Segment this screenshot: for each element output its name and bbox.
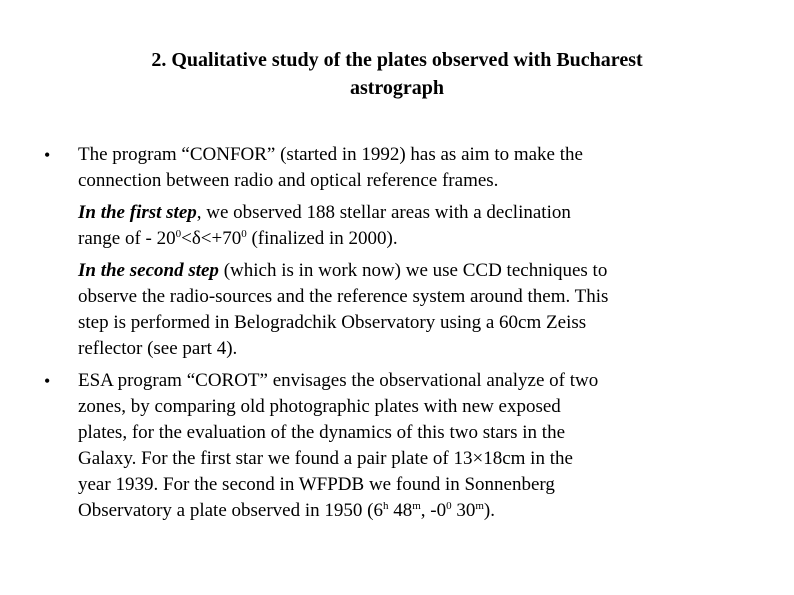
item2-line-2: zones, by comparing old photographic plates with new exposed (78, 396, 561, 417)
item2-line-3: plates, for the evaluation of the dynamics of this two stars in the (78, 422, 566, 443)
item1-line-2: connection between radio and optical reference frames. (78, 170, 499, 191)
item2-line-4: Galaxy. For the first star we found a pair plate of 13×18cm in the (78, 448, 573, 469)
degree-sup: 0 (446, 500, 452, 512)
item1-line-4-b: <δ<+70 (181, 228, 242, 249)
hours-sup: h (382, 500, 389, 512)
item2-line-1: ESA program “COROT” envisages the observational analyze of two (78, 370, 599, 391)
minutes-sup: m (475, 500, 484, 512)
second-step-emphasis: In the second step (78, 260, 219, 281)
item2-line-6-d: 30 (451, 500, 476, 521)
item1-line-4-c: (finalized in 2000). (246, 228, 398, 249)
degree-sup: 0 (175, 228, 182, 240)
item1-line-1: The program “CONFOR” (started in 1992) has as aim to make the (78, 144, 583, 165)
bullet-marker: • (44, 145, 51, 165)
item1-line-8: reflector (see part 4). (78, 338, 238, 359)
first-step-emphasis: In the first step (78, 202, 197, 223)
title-line-1: 2. Qualitative study of the plates observed with Bucharest (151, 49, 643, 71)
item2-line-6-a: Observatory a plate observed in 1950 (6 (78, 500, 383, 521)
item2-line-5: year 1939. For the second in WFPDB we found in Sonnenberg (78, 474, 555, 495)
item1-line-5 (78, 258, 607, 284)
item1-line-3-text: , we observed 188 stellar areas with a declination (196, 202, 571, 223)
item2-line-6-b: 48 (388, 500, 413, 521)
bullet-marker: • (44, 371, 51, 391)
minutes-sup: m (412, 500, 421, 512)
item1-line-6: observe the radio-sources and the reference system around them. This (78, 286, 609, 307)
degree-sup: 0 (241, 228, 247, 240)
item2-line-6 (78, 498, 495, 524)
item1-line-4 (78, 226, 398, 252)
page-title (0, 46, 794, 102)
item1-line-4-a: range of - 20 (78, 228, 176, 249)
item2-line-6-e: ). (483, 500, 495, 521)
item2-line-6-c: , -0 (420, 500, 447, 521)
item1-line-5-text: (which is in work now) we use CCD techniques to (218, 260, 608, 281)
item1-line-3 (78, 200, 571, 226)
title-line-2: astrograph (349, 77, 445, 99)
item1-line-7: step is performed in Belogradchik Observatory using a 60cm Zeiss (78, 312, 587, 333)
